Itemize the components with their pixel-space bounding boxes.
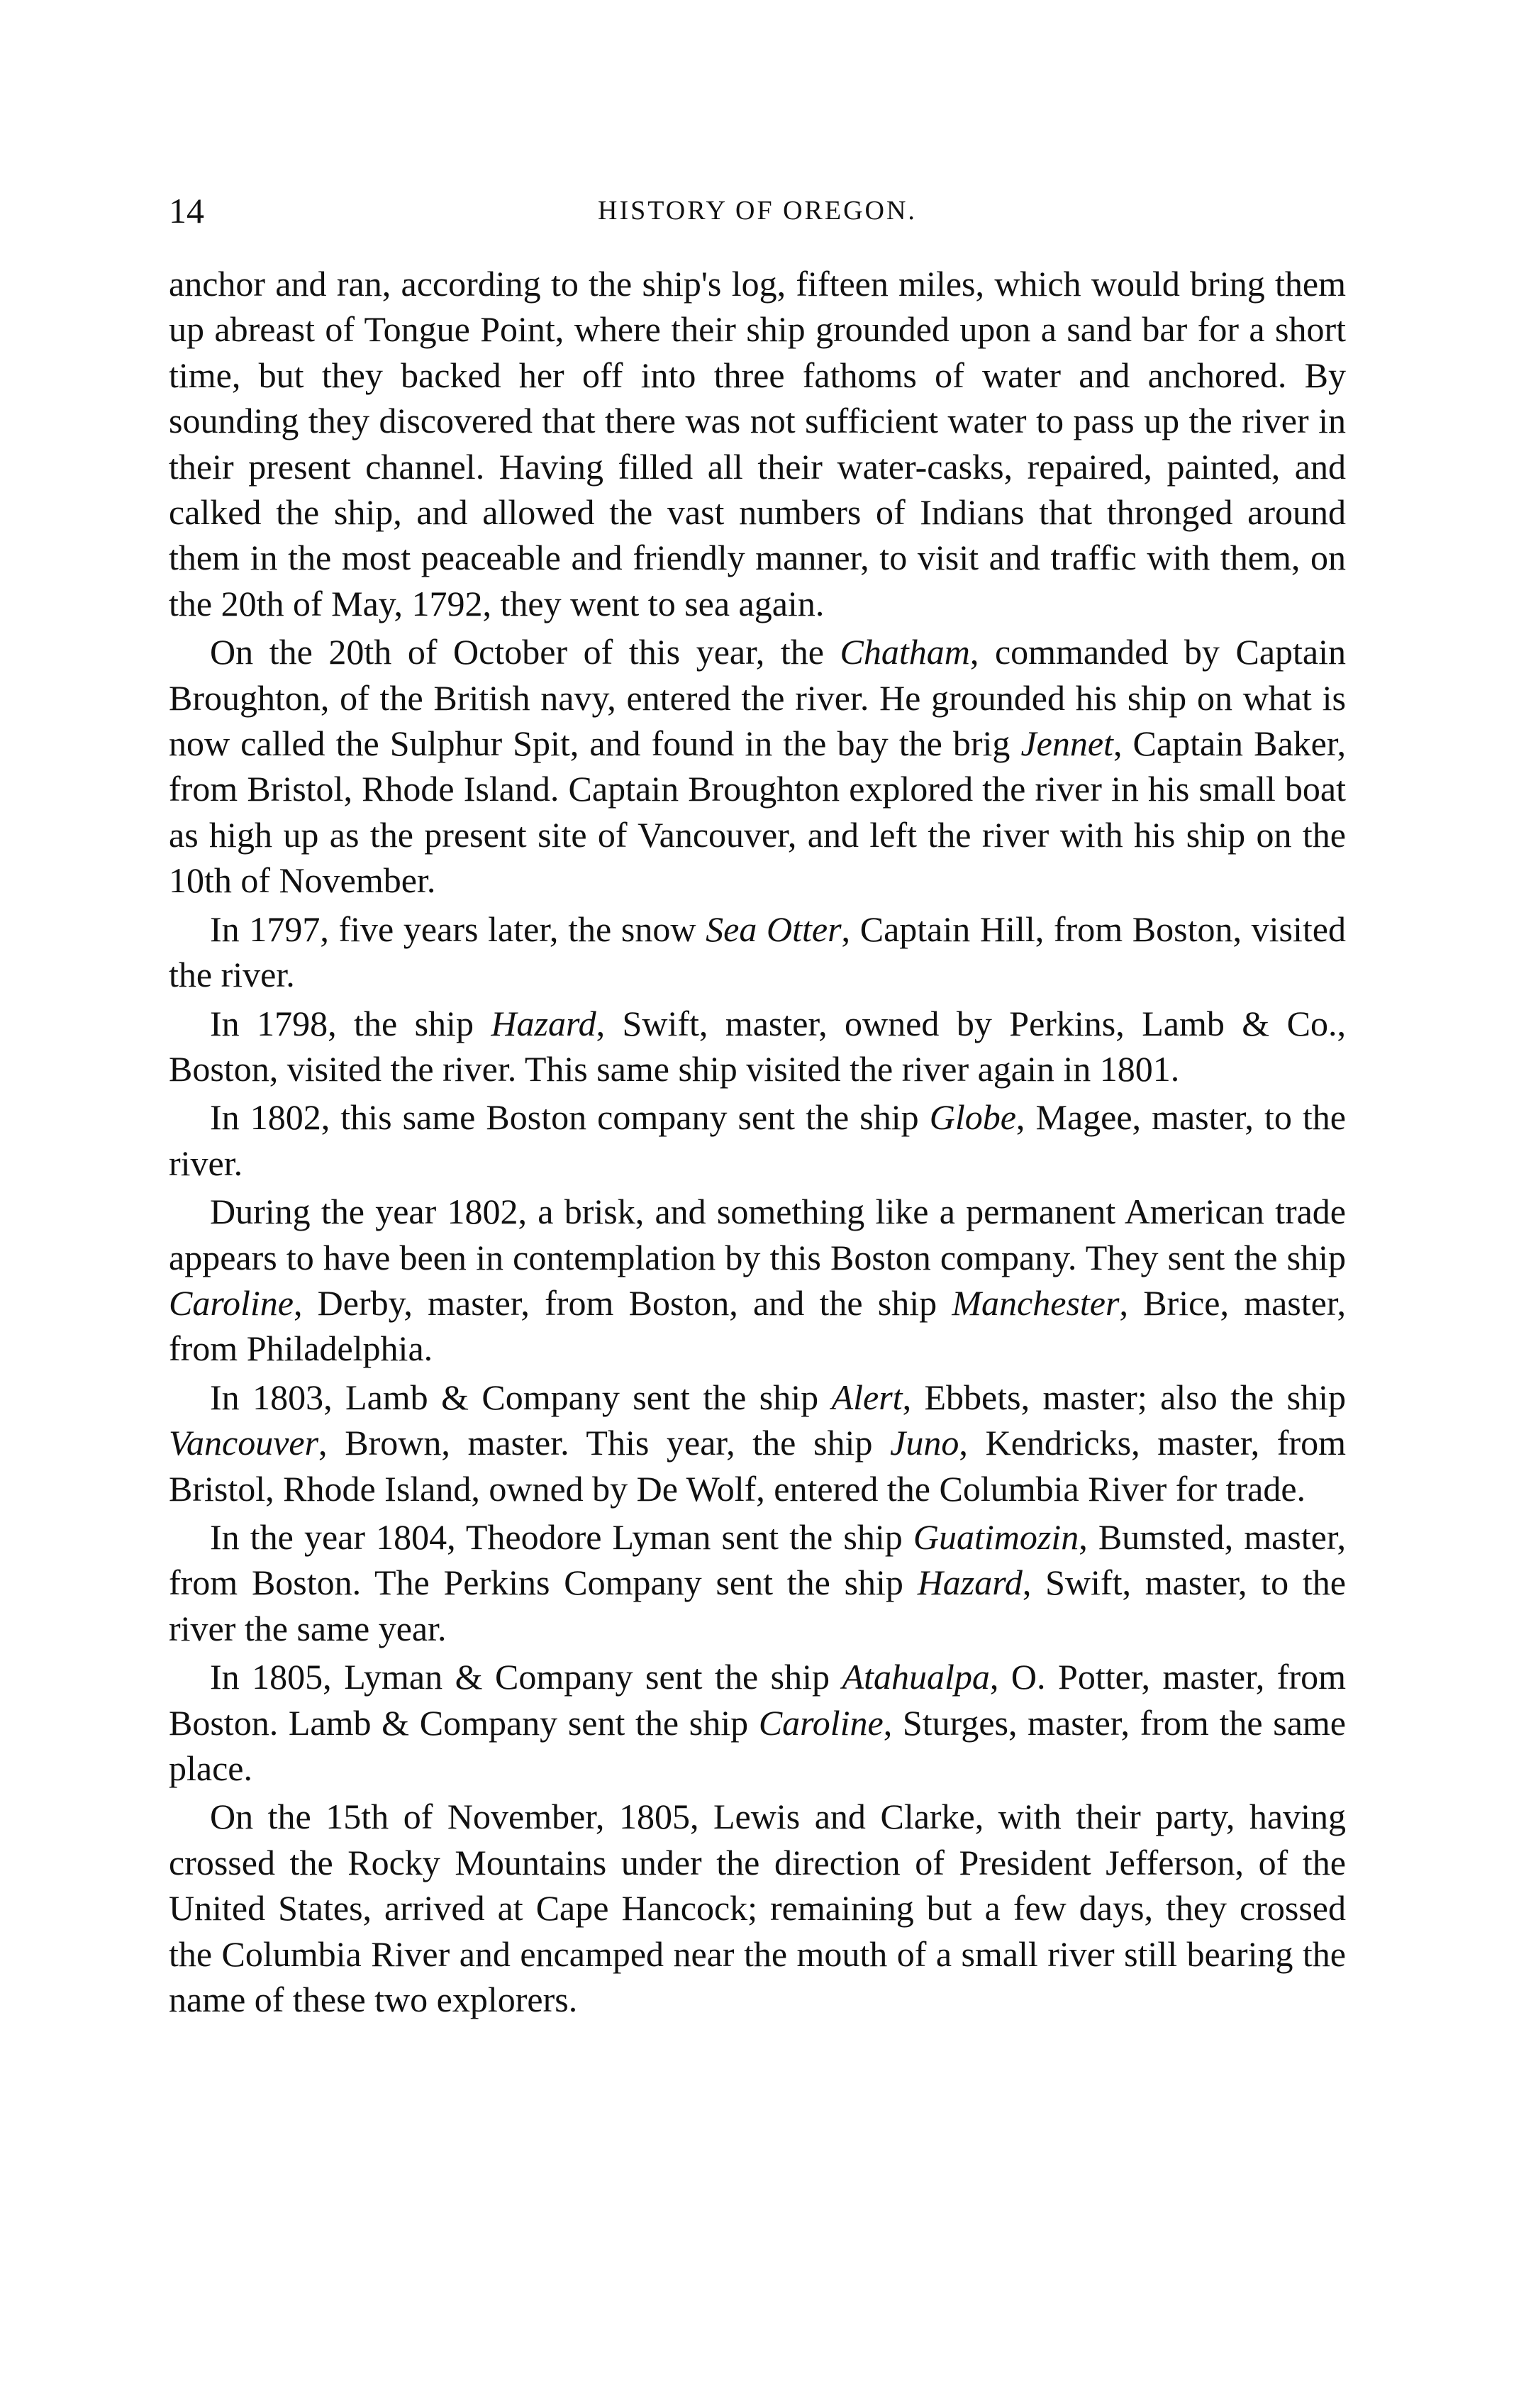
paragraph-3 <box>169 906 1346 998</box>
ship-name: Juno <box>890 1423 959 1463</box>
text-segment: On the 15th of November, 1805, Lewis and Clarke, with their party, having crossed the Rocky Mountains under the direction of President Jefferson, of the United States, arrived at Cape Hancock; remaining but a few days, they crossed the Columbia River and encamped near the mouth of a small river still bearing the name of these two explorers. <box>169 1797 1346 2020</box>
ship-name: Guatimozin <box>913 1516 1079 1557</box>
ship-name: Manchester <box>952 1282 1120 1323</box>
text-segment: , Magee, master, to the river. <box>169 1097 1346 1183</box>
ship-name: Jennet <box>1020 723 1113 764</box>
text-segment: , Captain Hill, from Boston, visited the river. <box>169 909 1346 995</box>
running-title: HISTORY OF OREGON. <box>598 196 917 226</box>
page-number: 14 <box>169 191 204 231</box>
text-segment: , Kendricks, master, from Bristol, Rhode Island, owned by De Wolf, entered the Columbia River for trade. <box>169 1423 1346 1509</box>
paragraph-4 <box>169 1001 1346 1092</box>
text-segment: , Derby, master, from Boston, and the ship <box>293 1282 952 1323</box>
text-segment: In 1798, the ship <box>210 1003 491 1043</box>
paragraph-9 <box>169 1654 1346 1791</box>
text-segment: In the year 1804, Theodore Lyman sent the ship <box>210 1516 913 1557</box>
paragraph-1 <box>169 261 1346 626</box>
ship-name: Alert <box>831 1377 903 1417</box>
text-segment: In 1797, five years later, the snow <box>210 909 706 949</box>
text-segment: In 1802, this same Boston company sent the ship <box>210 1097 930 1138</box>
ship-name: Globe <box>929 1097 1016 1138</box>
paragraph-2 <box>169 629 1346 903</box>
paragraph-8 <box>169 1514 1346 1651</box>
text-segment: , Sturges, master, from the same place. <box>169 1702 1346 1788</box>
text-segment: , Brown, master. This year, the ship <box>318 1423 891 1463</box>
text-segment: , Swift, master, owned by Perkins, Lamb & Co., Boston, visited the river. This same ship visited the river again in 1801. <box>169 1003 1346 1089</box>
body-text <box>169 261 1346 2022</box>
text-segment: , Captain Baker, from Bristol, Rhode Island. Captain Broughton explored the river in his small boat as high up as the present site of Vancouver, and left the river with his ship on the 10th of November. <box>169 723 1346 901</box>
text-segment: , O. Potter, master, from Boston. Lamb & Company sent the ship <box>169 1657 1346 1743</box>
ship-name: Chatham <box>840 632 970 672</box>
paragraph-6 <box>169 1189 1346 1372</box>
text-segment: In 1805, Lyman & Company sent the ship <box>210 1657 842 1697</box>
paragraph-10 <box>169 1794 1346 2022</box>
text-segment: In 1803, Lamb & Company sent the ship <box>210 1377 832 1417</box>
text-segment: , Brice, master, from Philadelphia. <box>169 1282 1346 1369</box>
ship-name: Vancouver <box>169 1423 319 1463</box>
text-segment: During the year 1802, a brisk, and something like a permanent American trade appears to have been in contemplation by this Boston company. They sent the ship <box>169 1192 1346 1277</box>
ship-name: Caroline <box>169 1282 294 1323</box>
paragraph-5 <box>169 1094 1346 1186</box>
ship-name: Hazard <box>917 1563 1023 1603</box>
paragraph-7 <box>169 1375 1346 1511</box>
text-segment: , Bumsted, master, from Boston. The Perkins Company sent the ship <box>169 1516 1346 1603</box>
text-segment: , Ebbets, master; also the ship <box>902 1377 1346 1417</box>
ship-name: Caroline <box>758 1702 884 1743</box>
text-segment: , commanded by Captain Broughton, of the British navy, entered the river. He grounded his ship on what is now called the Sulphur Spit, and found in the bay the brig <box>169 632 1346 764</box>
text-segment: , Swift, master, to the river the same year. <box>169 1563 1346 1648</box>
text-segment: anchor and ran, according to the ship's log, fifteen miles, which would bring them up abreast of Tongue Point, where their ship grounded upon a sand bar for a short time, but they backed her off into three fathoms of water and anchored. By sounding they discovered that there was not sufficient water to pass up the river in their present channel. Having filled all their water-casks, repaired, painted, and calked the ship, and allowed the vast numbers of Indians that thronged around them in the most peaceable and friendly manner, to visit and traffic with them, on the 20th of May, 1792, they went to sea again. <box>169 264 1346 623</box>
ship-name: Sea Otter <box>706 909 842 949</box>
ship-name: Hazard <box>491 1003 596 1043</box>
text-segment: On the 20th of October of this year, the <box>210 632 840 672</box>
ship-name: Atahualpa <box>842 1657 990 1697</box>
running-head <box>169 186 1346 235</box>
